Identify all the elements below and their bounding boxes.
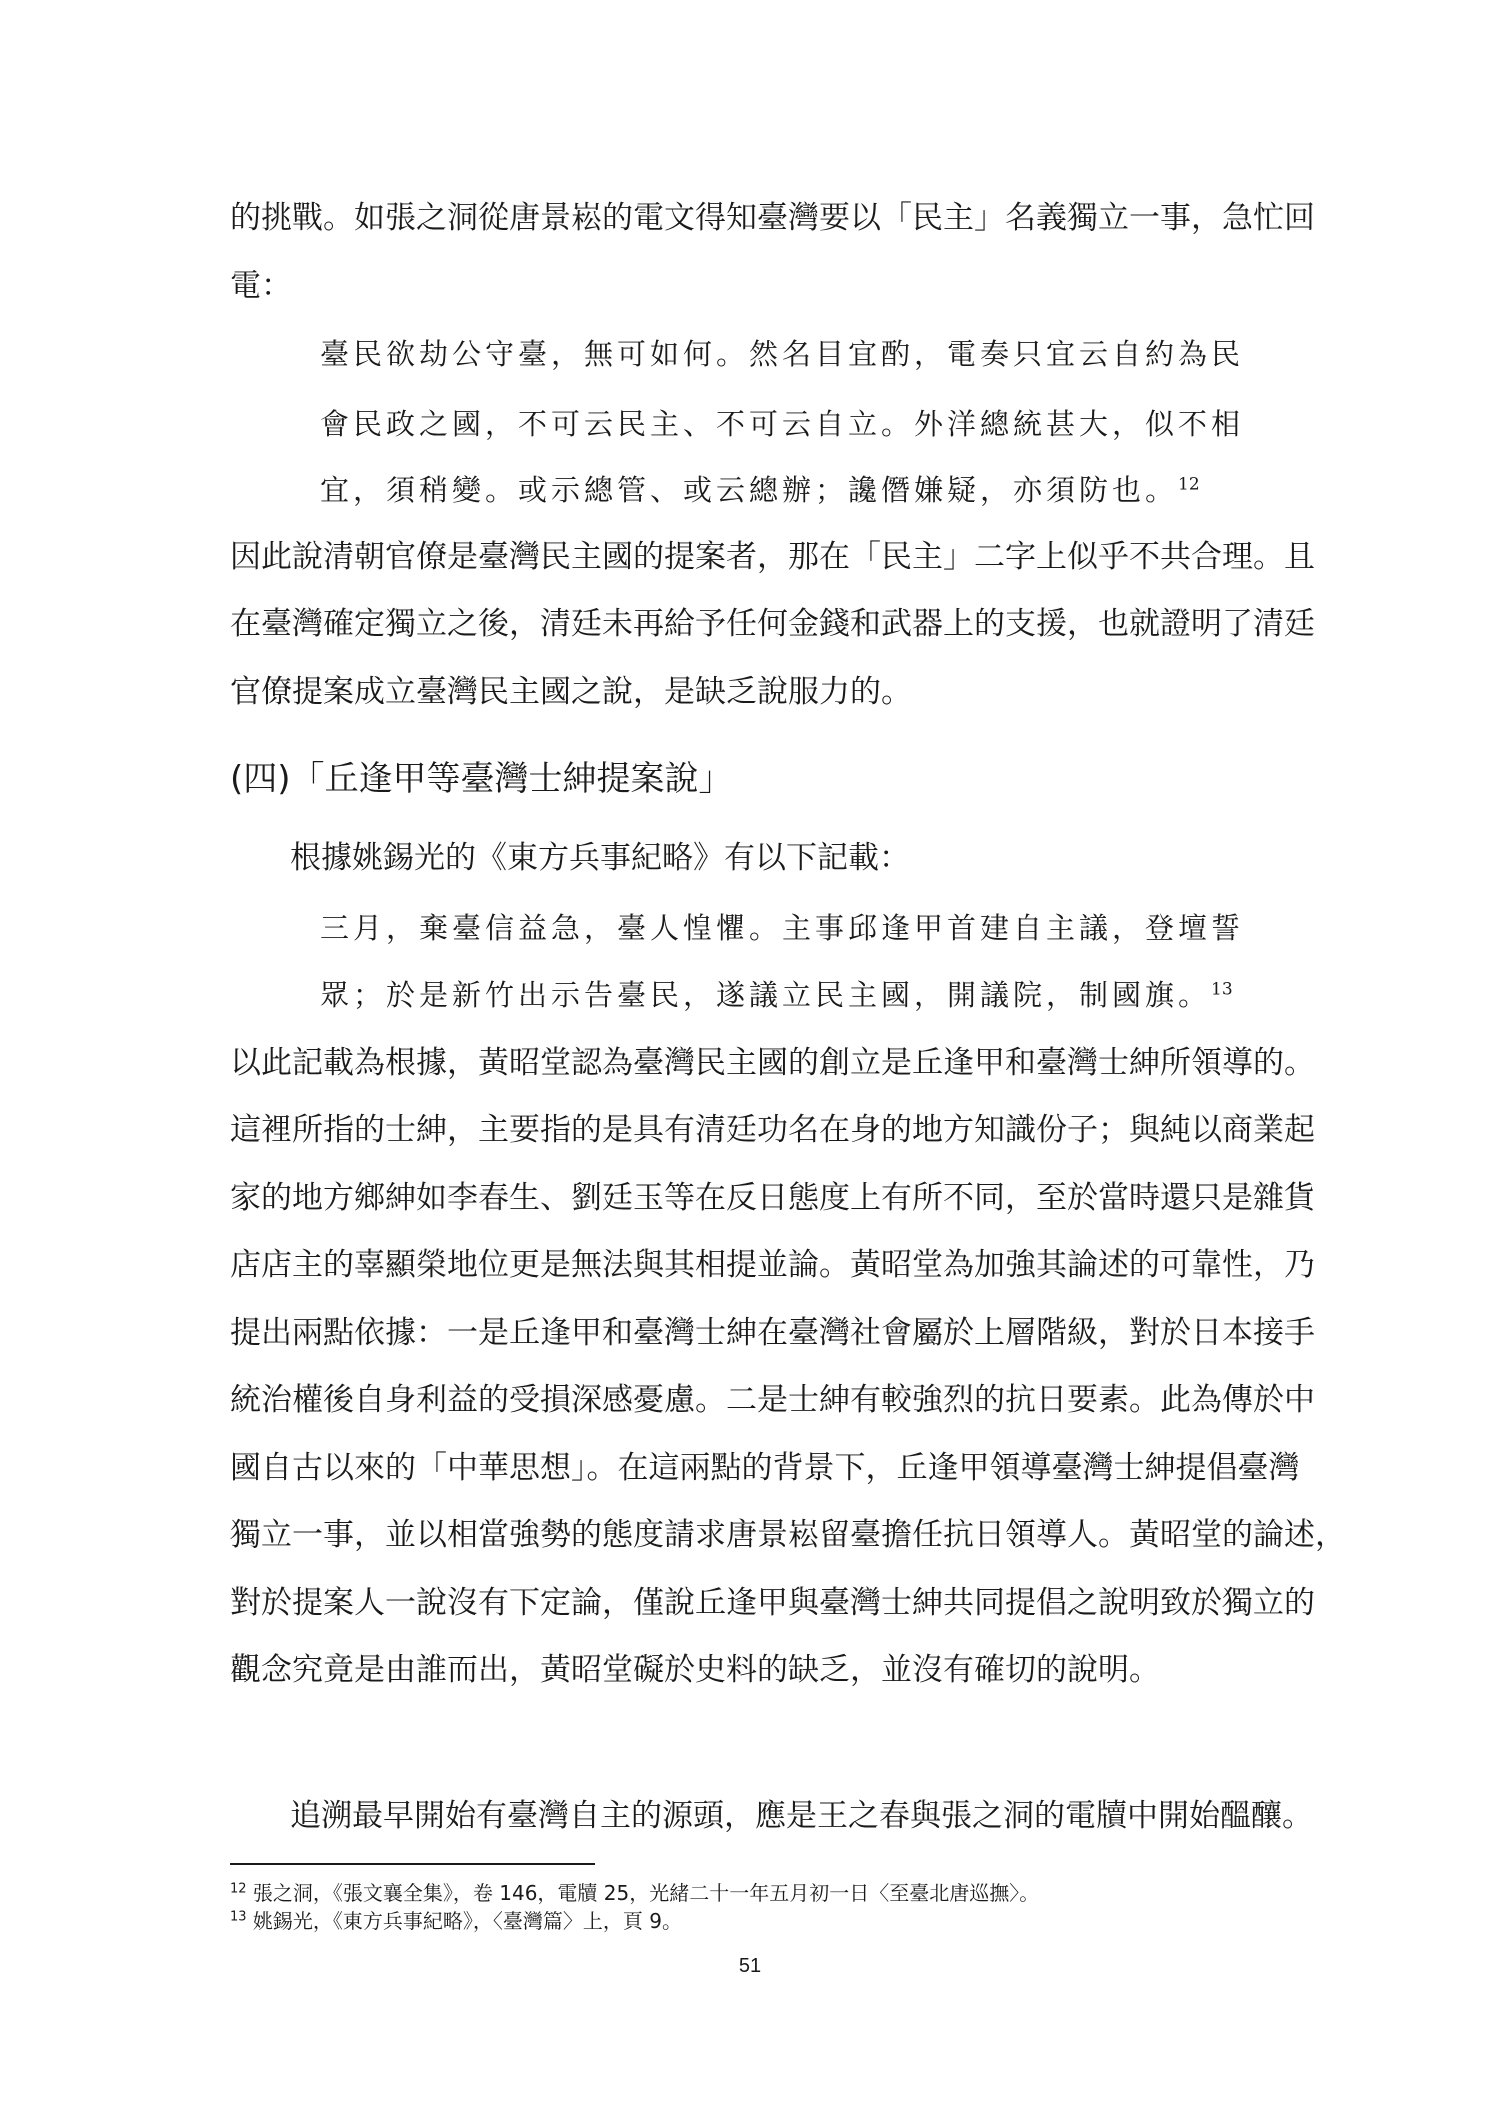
body-line: 對於提案人一說沒有下定論，僅說丘逢甲與臺灣士紳共同提倡之說明致於獨立的: [230, 1585, 1315, 1621]
section-heading: (四)「丘逢甲等臺灣士紳提案說」: [230, 759, 733, 799]
footnote: [230, 1908, 1290, 1934]
body-line: 提出兩點依據：一是丘逢甲和臺灣士紳在臺灣社會屬於上層階級，對於日本接手: [230, 1315, 1315, 1351]
body-line: 這裡所指的士紳，主要指的是具有清廷功名在身的地方知識份子；與純以商業起: [230, 1112, 1315, 1148]
body-line: 電：: [230, 268, 292, 304]
block-quote-line: [320, 470, 1200, 510]
body-line: 以此記載為根據，黃昭堂認為臺灣民主國的創立是丘逢甲和臺灣士紳所領導的。: [230, 1045, 1315, 1081]
block-quote-line: 三月，棄臺信益急，臺人惶懼。主事邱逢甲首建自主議，登壇誓: [320, 911, 1245, 945]
block-quote-line: 臺民欲劫公守臺，無可如何。然名目宜酌，電奏只宜云自約為民: [320, 337, 1245, 371]
body-line: 的挑戰。如張之洞從唐景崧的電文得知臺灣要以「民主」名義獨立一事，急忙回: [230, 200, 1315, 236]
footnote-ref: 12: [1178, 474, 1200, 495]
block-quote-text: 宜，須稍變。或示總管、或云總辦；讒僭嫌疑，亦須防也。: [320, 473, 1179, 507]
footnote-ref: 13: [1211, 979, 1233, 1000]
footnote: [230, 1880, 1290, 1906]
body-line: 追溯最早開始有臺灣自主的源頭，應是王之春與張之洞的電牘中開始醞釀。: [290, 1798, 1313, 1834]
footnote-text: 張之洞，《張文襄全集》，卷 146，電牘 25，光緒二十一年五月初一日〈至臺北唐巡撫〉。: [252, 1881, 1040, 1905]
body-line: 獨立一事，並以相當強勢的態度請求唐景崧留臺擔任抗日領導人。黃昭堂的論述，: [230, 1517, 1346, 1553]
footnote-number: 13: [230, 1909, 247, 1925]
body-line: 官僚提案成立臺灣民主國之說，是缺乏說服力的。: [230, 674, 912, 710]
footnote-separator: [230, 1863, 595, 1865]
page-number: 51: [738, 1955, 762, 1977]
footnote-number: 12: [230, 1881, 247, 1897]
block-quote-line: [320, 975, 1233, 1015]
block-quote-text: 眾；於是新竹出示告臺民，遂議立民主國，開議院，制國旗。: [320, 978, 1212, 1012]
body-line: 統治權後自身利益的受損深感憂慮。二是士紳有較強烈的抗日要素。此為傳於中: [230, 1382, 1315, 1418]
body-line: 國自古以來的「中華思想」。在這兩點的背景下，丘逢甲領導臺灣士紳提倡臺灣: [230, 1450, 1300, 1486]
body-line: 在臺灣確定獨立之後，清廷未再給予任何金錢和武器上的支援，也就證明了清廷: [230, 606, 1315, 642]
body-line: 根據姚錫光的《東方兵事紀略》有以下記載：: [290, 840, 910, 876]
body-line: 家的地方鄉紳如李春生、劉廷玉等在反日態度上有所不同，至於當時還只是雜貨: [230, 1180, 1315, 1216]
body-line: 觀念究竟是由誰而出，黃昭堂礙於史料的缺乏，並沒有確切的說明。: [230, 1652, 1160, 1688]
block-quote-line: 會民政之國，不可云民主、不可云自立。外洋總統甚大，似不相: [320, 407, 1245, 441]
footnote-text: 姚錫光，《東方兵事紀略》，〈臺灣篇〉上，頁 9。: [252, 1909, 682, 1933]
body-line: 因此說清朝官僚是臺灣民主國的提案者，那在「民主」二字上似乎不共合理。且: [230, 539, 1315, 575]
body-line: 店店主的辜顯榮地位更是無法與其相提並論。黃昭堂為加強其論述的可靠性，乃: [230, 1247, 1315, 1283]
